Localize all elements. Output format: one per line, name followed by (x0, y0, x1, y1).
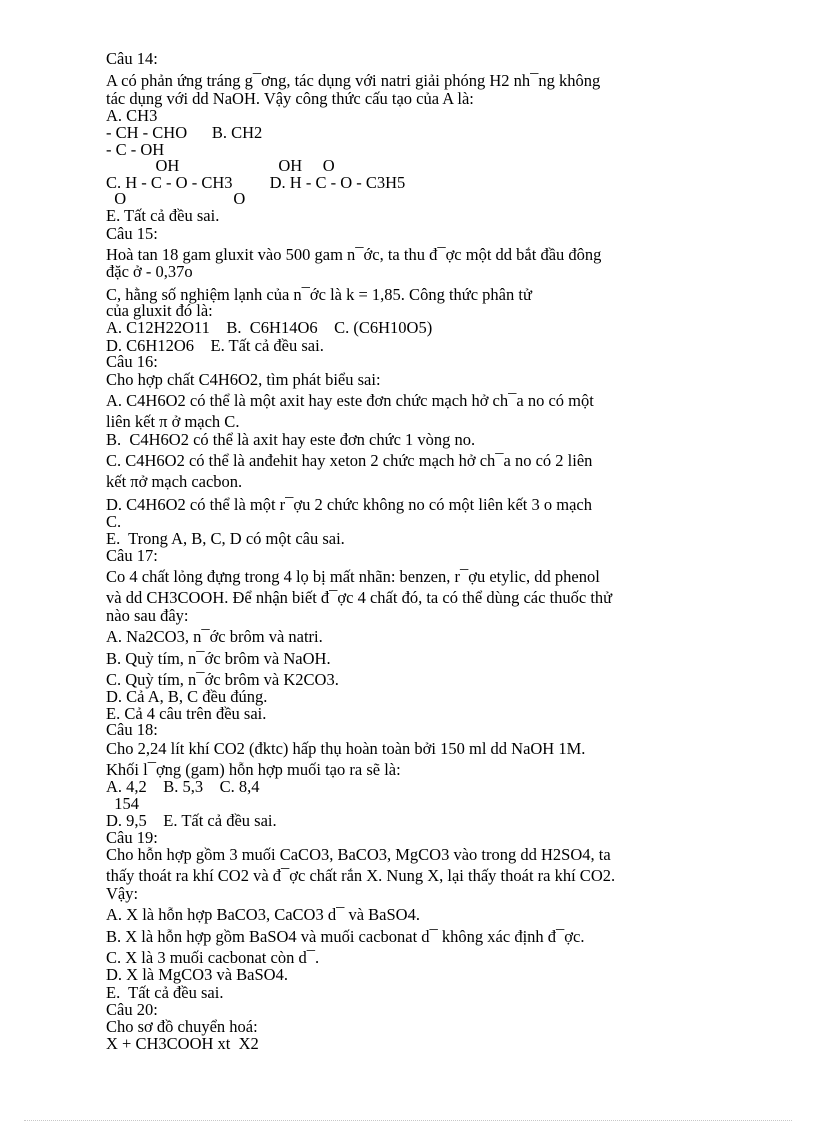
question-17-heading: Câu 17: (106, 546, 158, 565)
question-15-text: đặc ở - 0,37o (106, 262, 193, 281)
question-19-heading: Câu 19: (106, 828, 158, 847)
question-19-option: D. X là MgCO3 và BaSO4. (106, 965, 288, 984)
question-14-option: A. CH3 (106, 106, 158, 125)
question-15-heading: Câu 15: (106, 224, 158, 243)
question-14-option: - C - OH (106, 140, 165, 159)
question-16-option: E. Trong A, B, C, D có một câu sai. (106, 529, 345, 548)
question-17-text: và dd CH3COOH. Để nhận biết đ¯ợc 4 chất đó, ta có thể dùng các thuốc thử (106, 588, 613, 607)
question-15-option: D. C6H12O6 E. Tất cả đều sai. (106, 336, 324, 355)
question-17-option: A. Na2CO3, n¯ớc brôm và natri. (106, 627, 323, 646)
question-17-text: Co 4 chất lỏng đựng trong 4 lọ bị mất nhãn: benzen, r¯ợu etylic, dd phenol (106, 567, 600, 586)
question-17-text: nào sau đây: (106, 606, 189, 625)
question-20-heading: Câu 20: (106, 1000, 158, 1019)
question-14-text: tác dụng với dd NaOH. Vậy công thức cấu tạo của A là: (106, 89, 474, 108)
question-17-option: D. Cả A, B, C đều đúng. (106, 687, 268, 706)
question-14-option: - CH - CHO B. CH2 (106, 123, 263, 142)
question-19-text: Cho hỗn hợp gồm 3 muối CaCO3, BaCO3, MgCO3 vào trong dd H2SO4, ta (106, 845, 611, 864)
question-16-option: C. C4H6O2 có thể là anđehit hay xeton 2 chức mạch hở ch¯a no có 2 liên (106, 451, 593, 470)
question-16-text: Cho hợp chất C4H6O2, tìm phát biểu sai: (106, 370, 381, 389)
question-19-option: C. X là 3 muối cacbonat còn d¯. (106, 948, 320, 967)
question-16-heading: Câu 16: (106, 352, 158, 371)
page-bottom-divider (24, 1120, 792, 1121)
question-16-option: D. C4H6O2 có thể là một r¯ợu 2 chức không no có một liên kết 3 o mạch (106, 495, 592, 514)
question-16-option: C. (106, 512, 122, 531)
question-19-option: A. X là hỗn hợp BaCO3, CaCO3 d¯ và BaSO4. (106, 905, 420, 924)
question-18-heading: Câu 18: (106, 720, 158, 739)
question-18-option: D. 9,5 E. Tất cả đều sai. (106, 811, 277, 830)
question-16-option: liên kết π ở mạch C. (106, 412, 240, 431)
question-17-option: B. Quỳ tím, n¯ớc brôm và NaOH. (106, 649, 331, 668)
question-16-option: kết πở mạch cacbon. (106, 472, 243, 491)
question-20-text: Cho sơ đồ chuyển hoá: (106, 1017, 258, 1036)
question-17-option: E. Cả 4 câu trên đều sai. (106, 704, 267, 723)
question-14-heading: Câu 14: (106, 49, 158, 68)
question-17-option: C. Quỳ tím, n¯ớc brôm và K2CO3. (106, 670, 339, 689)
question-14-option: E. Tất cả đều sai. (106, 206, 220, 225)
question-19-text: thấy thoát ra khí CO2 và đ¯ợc chất rắn X. Nung X, lại thấy thoát ra khí CO2. (106, 866, 616, 885)
question-15-option: A. C12H22O11 B. C6H14O6 C. (C6H10O5) (106, 318, 433, 337)
question-19-option: B. X là hỗn hợp gồm BaSO4 và muối cacbonat d¯ không xác định đ¯ợc. (106, 927, 585, 946)
question-15-text: Hoà tan 18 gam gluxit vào 500 gam n¯ớc, ta thu đ¯ợc một dd bắt đầu đông (106, 245, 602, 264)
question-18-option: A. 4,2 B. 5,3 C. 8,4 (106, 777, 260, 796)
question-14-option: C. H - C - O - CH3 D. H - C - O - C3H5 (106, 173, 406, 192)
question-19-option: E. Tất cả đều sai. (106, 983, 224, 1002)
question-18-text: Khối l¯ợng (gam) hỗn hợp muối tạo ra sẽ là: (106, 760, 401, 779)
question-18-text: Cho 2,24 lít khí CO2 (đktc) hấp thụ hoàn toàn bởi 150 ml dd NaOH 1M. (106, 739, 586, 758)
question-14-formula: OH OH O (106, 156, 335, 175)
question-16-option: B. C4H6O2 có thể là axit hay este đơn chức 1 vòng no. (106, 430, 476, 449)
question-20-text: X + CH3COOH xt X2 (106, 1034, 259, 1053)
question-14-text: A có phản ứng tráng g¯ơng, tác dụng với natri giải phóng H2 nh¯ng không (106, 71, 601, 90)
question-19-text: Vậy: (106, 884, 139, 903)
question-16-option: A. C4H6O2 có thể là một axit hay este đơn chức mạch hở ch¯a no có một (106, 391, 594, 410)
question-18-option: 154 (106, 794, 139, 813)
question-14-formula: O O (106, 189, 246, 208)
question-15-text: C, hằng số nghiệm lạnh của n¯ớc là k = 1,85. Công thức phân tử (106, 285, 532, 304)
question-15-text: của gluxit đó là: (106, 301, 213, 320)
